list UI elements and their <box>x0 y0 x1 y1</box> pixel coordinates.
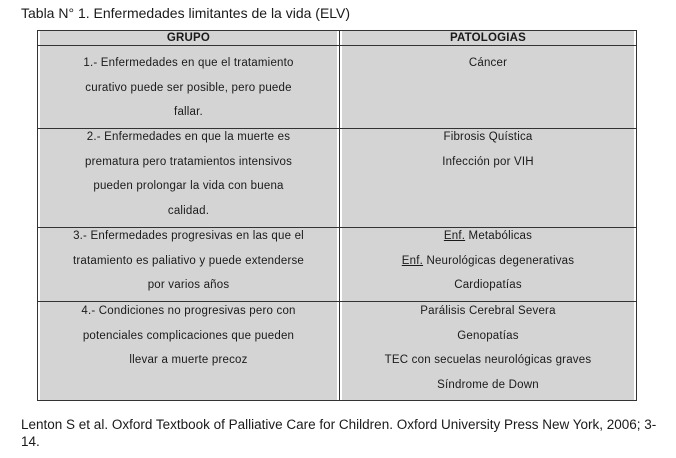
diseases-table <box>37 30 637 401</box>
row-3-pathology-1 <box>342 228 634 253</box>
row-2-pathology-1: Fibrosis Quística <box>443 131 533 143</box>
row-3-pathology-2-rest: Neurológicas degenerativas <box>423 254 575 267</box>
row-3-pathologies <box>342 228 634 302</box>
row-4-pathologies <box>342 303 634 401</box>
row-1-group <box>40 55 337 129</box>
row-4-pathology-3: TEC con secuelas neurológicas graves <box>384 354 592 366</box>
row-4-group-line-1: 4.- Condiciones no progresivas pero con <box>81 305 296 317</box>
row-3-pathology-2-abbr: Enf. <box>401 254 424 267</box>
header-group <box>40 31 337 47</box>
row-4-group-line-2: potenciales complicaciones que pueden <box>82 329 295 342</box>
row-2-group <box>40 129 337 227</box>
row-4-pathology-4: Síndrome de Down <box>437 378 539 391</box>
header-group-label: GRUPO <box>166 32 211 44</box>
row-4-group <box>40 303 337 377</box>
row-1-pathology-1: Cáncer <box>468 57 508 69</box>
row-1-group-line-2: curativo puede ser posible, pero puede <box>85 81 292 94</box>
row-2-group-line-2: prematura pero tratamientos intensivos <box>84 155 293 168</box>
row-3-group-line-3: por varios años <box>147 279 230 291</box>
row-2-group-line-3: pueden prolongar la vida con buena <box>93 180 284 192</box>
table-border-left <box>37 31 38 400</box>
row-4-group-line-3: llevar a muerte precoz <box>129 354 248 366</box>
row-4-pathology-2: Genopatías <box>457 329 519 342</box>
header-pathologies-label: PATOLOGIAS <box>449 32 527 44</box>
row-3-pathology-1-rest: Metabólicas <box>465 230 533 242</box>
row-2-pathologies <box>342 129 634 178</box>
row-4-pathology-1: Parálisis Cerebral Severa <box>420 305 556 317</box>
row-2-group-line-4: calidad. <box>167 204 210 217</box>
table-column-divider <box>339 31 340 400</box>
reference-citation: Lenton S et al. Oxford Textbook of Palliative Care for Children. Oxford University Press New York, 2006; 3-14. <box>21 417 657 449</box>
row-3-group <box>40 228 337 302</box>
table-caption: Tabla N° 1. Enfermedades limitantes de la vida (ELV) <box>21 5 351 21</box>
row-3-group-line-1: 3.- Enfermedades progresivas en las que el <box>73 230 304 242</box>
row-1-pathologies <box>342 55 634 80</box>
row-3-pathology-2 <box>342 253 634 278</box>
row-1-group-line-3: fallar. <box>174 106 203 118</box>
row-2-pathology-2: Infección por VIH <box>442 155 534 168</box>
row-1-group-line-1: 1.- Enfermedades en que el tratamiento <box>83 57 294 69</box>
row-3-pathology-3: Cardiopatías <box>454 279 522 291</box>
row-3-pathology-1-abbr: Enf. <box>443 230 466 242</box>
row-2-group-line-1: 2.- Enfermedades en que la muerte es <box>86 131 291 143</box>
table-border-right <box>636 31 637 400</box>
header-pathologies <box>342 31 634 47</box>
row-3-group-line-2: tratamiento es paliativo y puede extenderse <box>72 254 305 267</box>
